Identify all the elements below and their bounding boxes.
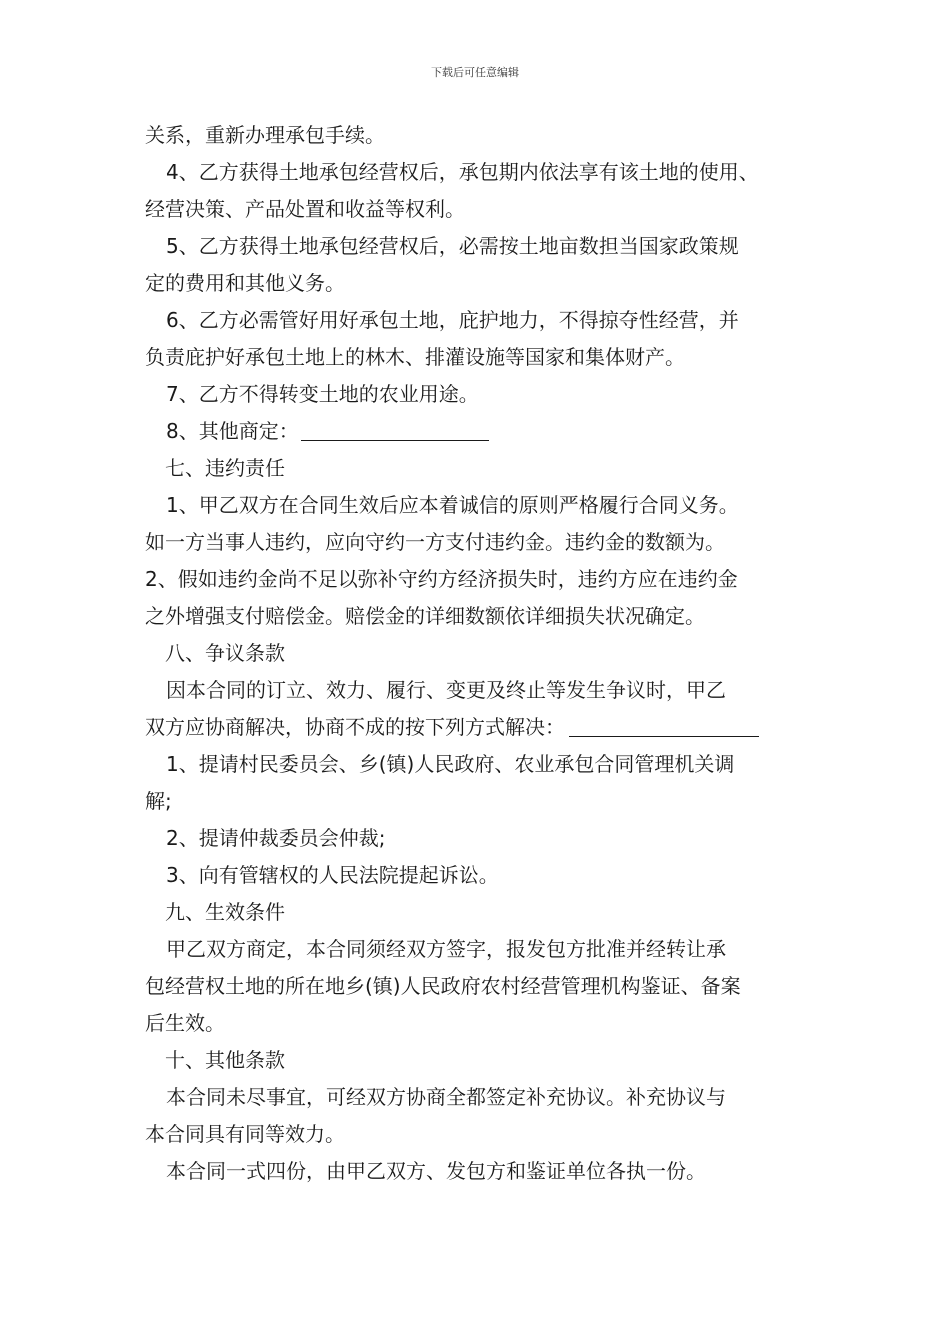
text-line: 1、提请村民委员会、乡(镇)人民政府、农业承包合同管理机关调 bbox=[166, 752, 735, 776]
text-line: 后生效。 bbox=[145, 1011, 225, 1035]
text-line: 4、乙方获得土地承包经营权后，承包期内依法享有该土地的使用、 bbox=[166, 160, 759, 184]
text-line: 本合同具有同等效力。 bbox=[145, 1122, 345, 1146]
text-line: 7、乙方不得转变土地的农业用途。 bbox=[166, 382, 479, 406]
text-line: 2、假如违约金尚不足以弥补守约方经济损失时，违约方应在违约金 bbox=[145, 567, 738, 591]
text-line: 3、向有管辖权的人民法院提起诉讼。 bbox=[166, 863, 499, 887]
text-line: 因本合同的订立、效力、履行、变更及终止等发生争议时，甲乙 bbox=[166, 678, 726, 702]
dispute-method-label: 双方应协商解决，协商不成的按下列方式解决： bbox=[145, 715, 565, 739]
other-agreement-line bbox=[145, 413, 835, 450]
fill-in-blank bbox=[301, 413, 489, 441]
text-line: 本合同一式四份，由甲乙双方、发包方和鉴证单位各执一份。 bbox=[166, 1159, 706, 1183]
text-line: 1、甲乙双方在合同生效后应本着诚信的原则严格履行合同义务。 bbox=[166, 493, 739, 517]
text-line: 6、乙方必需管好用好承包土地，庇护地力，不得掠夺性经营，并 bbox=[166, 308, 739, 332]
section-heading: 十、其他条款 bbox=[165, 1048, 285, 1072]
section-heading: 九、生效条件 bbox=[165, 900, 285, 924]
other-agreement-label: 8、其他商定： bbox=[166, 419, 299, 443]
text-line: 定的费用和其他义务。 bbox=[145, 271, 345, 295]
section-heading: 八、争议条款 bbox=[165, 641, 285, 665]
section-heading: 七、违约责任 bbox=[165, 456, 285, 480]
text-line: 关系，重新办理承包手续。 bbox=[145, 123, 385, 147]
page-header-note: 下载后可任意编辑 bbox=[431, 66, 519, 79]
text-line: 包经营权土地的所在地乡(镇)人民政府农村经营管理机构鉴证、备案 bbox=[145, 974, 741, 998]
text-line: 负责庇护好承包土地上的林木、排灌设施等国家和集体财产。 bbox=[145, 345, 685, 369]
text-line: 甲乙双方商定，本合同须经双方签字，报发包方批准并经转让承 bbox=[166, 937, 726, 961]
text-line: 经营决策、产品处置和收益等权利。 bbox=[145, 197, 465, 221]
text-line: 之外增强支付赔偿金。赔偿金的详细数额依详细损失状况确定。 bbox=[145, 604, 705, 628]
text-line: 本合同未尽事宜，可经双方协商全都签定补充协议。补充协议与 bbox=[166, 1085, 726, 1109]
text-line: 5、乙方获得土地承包经营权后，必需按土地亩数担当国家政策规 bbox=[166, 234, 739, 258]
text-line: 解; bbox=[145, 789, 172, 813]
text-line: 如一方当事人违约，应向守约一方支付违约金。违约金的数额为。 bbox=[145, 530, 725, 554]
fill-in-blank bbox=[569, 709, 759, 737]
text-line: 2、提请仲裁委员会仲裁; bbox=[166, 826, 386, 850]
document-body bbox=[145, 117, 835, 1190]
dispute-method-line bbox=[145, 709, 835, 746]
